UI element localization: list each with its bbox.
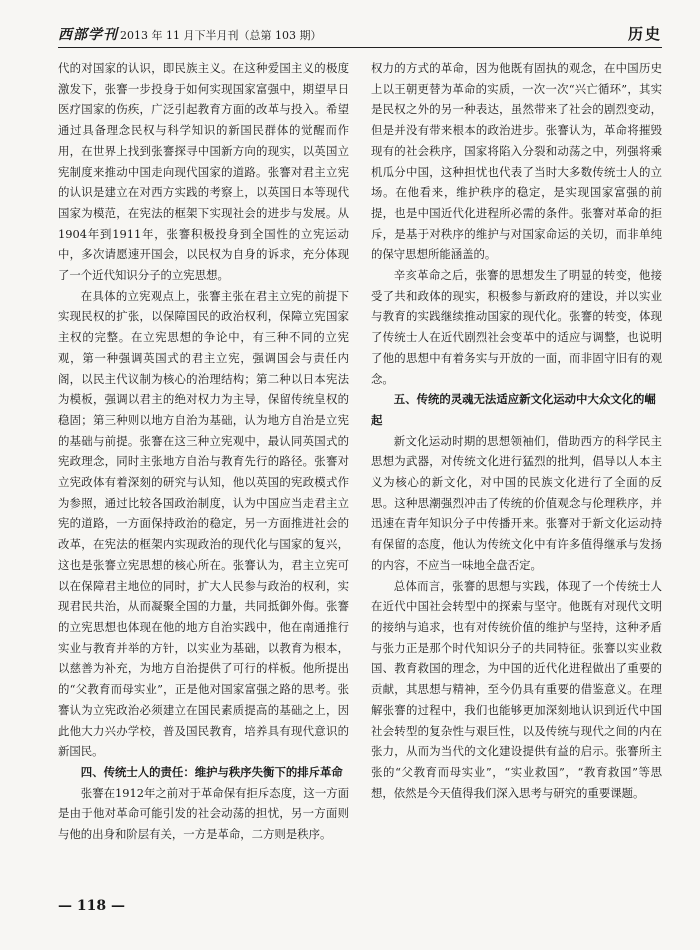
right-column bbox=[371, 58, 662, 888]
page-number: — 118 — bbox=[58, 898, 125, 914]
section-heading: 四、传统士人的责任：维护与秩序失衡下的排斥革命 bbox=[80, 764, 343, 779]
journal-header bbox=[58, 24, 321, 44]
paragraph: 权力的方式的革命，因为他既有固执的观念，在中国历史上以王朝更替为革命的实质，一次一次“兴亡循环”，其实是民权之外的另一种表达，虽然带来了社会的剧烈变动，但是并没有带来根本的政治进步。张謇认为，革命将摧毁现有的社会秩序，国家将陷入分裂和动荡之中，列强将乘机瓜分中国，这种担忧也代表了当时大多数传统士人的立场。在他看来，维护秩序的稳定，是实现国家富强的前提，也是中国近代化进程所必需的条件。张謇对革命的拒斥，是基于对秩序的维护与对国家命运的关切，而非单纯的保守思想所能涵盖的。 bbox=[371, 61, 662, 262]
paragraph: 新文化运动时期的思想领袖们，借助西方的科学民主思想为武器，对传统文化进行猛烈的批判，倡导以人本主义为核心的新文化，对中国的民族文化进行了全面的反思。这种思潮强烈冲击了传统的价值观念与伦理秩序，并迅速在青年知识分子中传播开来。张謇对于新文化运动持有保留的态度，他认为传统文化中有许多值得继承与发扬的内容，不应当一味地全盘否定。 bbox=[371, 433, 662, 572]
section-heading: 五、传统的灵魂无法适应新文化运动中大众文化的崛起 bbox=[371, 392, 656, 427]
journal-name: 西部学刊 bbox=[58, 27, 118, 43]
paragraph: 代的对国家的认识，即民族主义。在这种爱国主义的极度激发下，张謇一步投身于如何实现国家富强中，期望早日医疗国家的伤疾，广泛引起教育方面的改革与投入。希望通过具备理念民权与科学知识的新国民群体的觉醒而作用，在世界上找到张謇探寻中国新方向的现实，以英国立宪制度来推动中国走向现代国家的道路。张謇对君主立宪的认识是建立在对西方实践的考察上，以英国日本等现代国家为模范，在宪法的框架下实现社会的进步与发展。从1904年到1911年，张謇积极投身到全国性的立宪运动中，多次请愿速开国会，以民权为自身的诉求，充分体现了一个近代知识分子的立宪思想。 bbox=[58, 61, 349, 283]
paragraph: 在具体的立宪观点上，张謇主张在君主立宪的前提下实现民权的扩张，以保障国民的政治权利，保障立宪国家主权的完整。在立宪思想的争论中，有三种不同的立宪观，第一种强调英国式的君主立宪，强调国会与责任内阁，以民主代议制为核心的治理结构；第二种以日本宪法为模板，强调以君主的绝对权力为主导，保留传统皇权的稳固；第三种则以地方自治为基础，认为地方自治是立宪的基础与前提。张謇在这三种立宪观中，最认同英国式的宪政理念，同时主张地方自治与教育先行的路径。张謇对立宪政体有着深刻的研究与认知，他以英国的宪政模式作为参照，通过比较各国政治制度，认为中国应当走君主立宪的道路，一方面保持政治的稳定，另一方面推进社会的改革，在宪法的框架内实现政治的现代化与国家的复兴，这也是张謇立宪思想的核心所在。张謇认为，君主立宪可以在保障君主地位的同时，扩大人民参与政治的权利，实现君民共治，从而凝聚全国的力量，共同抵御外侮。张謇的立宪思想也体现在他的地方自治实践中，他在南通推行实业与教育并举的方针，以实业为基础，以教育为根本，以慈善为补充，为地方自治提供了可行的样板。他所提出的“父教育而母实业”，正是他对国家富强之路的思考。张謇认为立宪政治必须建立在国民素质提高的基础之上，因此他大力兴办学校，普及国民教育，培养具有现代意识的新国民。 bbox=[58, 288, 349, 759]
paragraph: 总体而言，张謇的思想与实践，体现了一个传统士人在近代中国社会转型中的探索与坚守。他既有对现代文明的接纳与追求，也有对传统价值的维护与坚持，这种矛盾与张力正是那个时代知识分子的共同特征。张謇以实业救国、教育救国的理念，为中国的近代化进程做出了重要的贡献，其思想与精神，至今仍具有重要的借鉴意义。在理解张謇的过程中，我们也能够更加深刻地认识到近代中国社会转型的复杂性与艰巨性，以及传统与现代之间的内在张力，从而为当代的文化建设提供有益的启示。张謇所主张的“父教育而母实业”，“实业救国”，“教育救国”等思想，依然是今天值得我们深入思考与研究的重要课题。 bbox=[371, 578, 662, 800]
page-header bbox=[58, 20, 662, 48]
left-column bbox=[58, 58, 349, 888]
paragraph: 张謇在1912年之前对于革命保有拒斥态度，这一方面是由于他对革命可能引发的社会动荡的担忧，另一方面则与他的出身和阶层有关，一方是革命，二方则是秩序。 bbox=[58, 785, 349, 842]
paragraph: 辛亥革命之后，张謇的思想发生了明显的转变，他接受了共和政体的现实，积极参与新政府的建设，并以实业与教育的实践继续推动国家的现代化。张謇的转变，体现了传统士人在近代剧烈社会变革中的适应与调整，也说明了他的思想中有着务实与开放的一面，而非固守旧有的观念。 bbox=[371, 268, 662, 386]
section-label: 历史 bbox=[627, 25, 662, 43]
journal-issue: 2013 年 11 月下半月刊（总第 103 期） bbox=[120, 29, 322, 42]
article-body bbox=[58, 58, 662, 888]
